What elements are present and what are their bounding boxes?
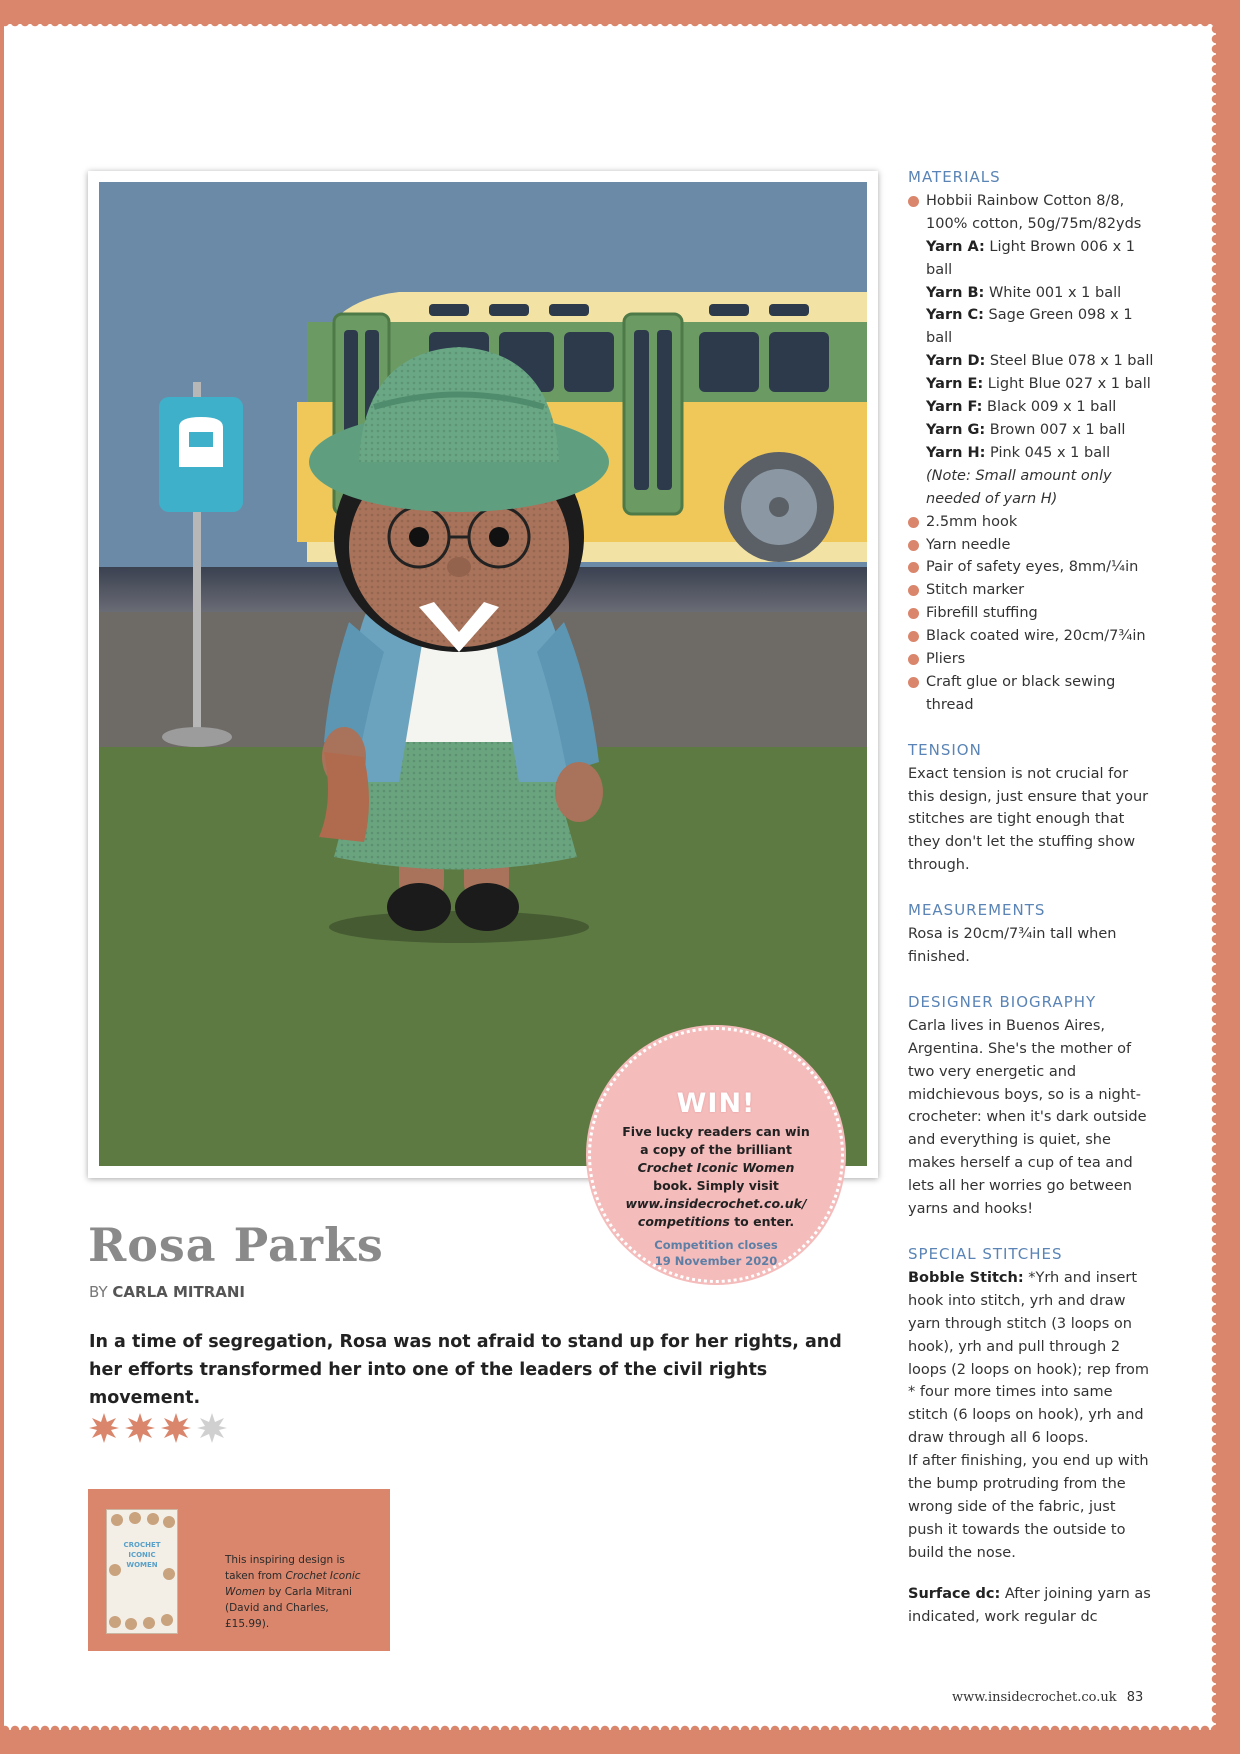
special-stitches-heading: SPECIAL STITCHES xyxy=(908,1244,1063,1263)
competition-url[interactable]: www.insidecrochet.co.uk/ competitions xyxy=(625,1196,807,1229)
biography-heading: DESIGNER BIOGRAPHY xyxy=(908,992,1097,1011)
special-stitches-section xyxy=(908,1243,1154,1629)
yarn-d: Yarn D: Steel Blue 078 x 1 ball xyxy=(926,353,1154,370)
material-item: Stitch marker xyxy=(908,579,1154,602)
flower-star-icon xyxy=(88,1412,120,1444)
material-item: Fibrefill stuffing xyxy=(908,602,1154,625)
surface-dc: Surface dc: After joining yarn as indicated, work regular dc xyxy=(908,1585,1151,1625)
photo-frame xyxy=(88,171,878,1178)
doll-illustration xyxy=(99,182,867,1166)
biography-section xyxy=(908,991,1154,1221)
flower-star-icon xyxy=(160,1412,192,1444)
material-item: Pair of safety eyes, 8mm/¼in xyxy=(908,556,1154,579)
book-promo-box xyxy=(88,1489,390,1651)
material-item: Craft glue or black sewing thread xyxy=(908,671,1154,717)
material-item: Yarn needle xyxy=(908,534,1154,557)
material-item: Pliers xyxy=(908,648,1154,671)
book-cover-title: CROCHET ICONIC WOMEN xyxy=(123,1541,161,1569)
measurements-heading: MEASUREMENTS xyxy=(908,901,1046,920)
article-title: Rosa Parks xyxy=(88,1218,384,1272)
page-border-top xyxy=(0,0,1240,24)
materials-yarn-item: Hobbii Rainbow Cotton 8/8, 100% cotton, 50g/75m/82yds xyxy=(908,190,1154,236)
biography-text: Carla lives in Buenos Aires, Argentina. She's the mother of two very energetic and midchievous boys, so is a night-crocheter: when it's dark outside and everything is quiet, she makes herself a cup of tea and lets all her worries go between yarns and hooks! xyxy=(908,1017,1147,1218)
bullet-dot-icon xyxy=(908,196,919,207)
yarn-f: Yarn F: Black 009 x 1 ball xyxy=(926,399,1117,416)
yarn-g: Yarn G: Brown 007 x 1 ball xyxy=(926,421,1126,438)
author-name: CARLA MITRANI xyxy=(112,1283,246,1301)
page-border-right xyxy=(1216,0,1240,1754)
bobble-stitch-extra: If after finishing, you end up with the bump protruding from the wrong side of the fabric, just push it towards the outside to build the nose. xyxy=(908,1453,1149,1561)
yarn-c: Yarn C: Sage Green 098 x 1 ball xyxy=(926,307,1133,347)
difficulty-rating xyxy=(88,1412,228,1444)
yarn-b: Yarn B: White 001 x 1 ball xyxy=(926,284,1122,301)
yarn-note: (Note: Small amount only needed of yarn H) xyxy=(926,467,1112,507)
book-cover-art xyxy=(107,1510,177,1633)
sidebar xyxy=(908,166,1154,1650)
bullet-dot-icon xyxy=(908,608,919,619)
book-cover xyxy=(106,1509,178,1634)
measurements-text: Rosa is 20cm/7¾in tall when finished. xyxy=(908,926,1117,965)
intro-paragraph: In a time of segregation, Rosa was not afraid to stand up for her rights, and her efforts transformed her into one of the leaders of the civil rights movement. xyxy=(89,1332,842,1408)
competition-closes: Competition closes 19 November 2020 xyxy=(654,1238,778,1268)
flower-star-icon xyxy=(124,1412,156,1444)
bullet-dot-icon xyxy=(908,540,919,551)
win-body: Five lucky readers can win a copy of the brilliant Crochet Iconic Women book. Simply visit www.insidecrochet.co.uk/ competitions to enter. xyxy=(622,1124,810,1229)
tension-text: Exact tension is not crucial for this design, just ensure that your stitches are tight enough that they don't let the stuffing show through. xyxy=(908,765,1149,874)
bullet-dot-icon xyxy=(908,585,919,596)
byline: BY CARLA MITRANI xyxy=(89,1283,246,1301)
material-item: 2.5mm hook xyxy=(908,511,1154,534)
scallop-edge-right xyxy=(1210,24,1216,1730)
yarn-a: Yarn A: Light Brown 006 x 1 ball xyxy=(926,238,1135,278)
page-number: 83 xyxy=(1126,1690,1144,1705)
bobble-stitch: Bobble Stitch: *Yrh and insert hook into stitch, yrh and draw yarn through stitch (3 loops on hook), yrh and pull through 2 loops (2 loops on hook); rep from * four more times into same stitch (6 loops on hook), yrh and draw through all 6 loops. xyxy=(908,1269,1150,1447)
measurements-section xyxy=(908,899,1154,969)
win-competition-badge xyxy=(588,1027,844,1283)
page-border-left xyxy=(0,0,4,1754)
material-item: Black coated wire, 20cm/7¾in xyxy=(908,625,1154,648)
book-promo-text: This inspiring design is taken from Crochet Iconic Women by Carla Mitrani (David and Charles, £15.99). xyxy=(225,1554,361,1630)
footer-url[interactable]: www.insidecrochet.co.uk xyxy=(952,1690,1117,1705)
bullet-dot-icon xyxy=(908,677,919,688)
win-heading: WIN! xyxy=(676,1088,756,1119)
bullet-dot-icon xyxy=(908,562,919,573)
tension-heading: TENSION xyxy=(908,740,982,759)
materials-heading: MATERIALS xyxy=(908,168,1001,186)
bullet-dot-icon xyxy=(908,654,919,665)
scallop-edge-bottom xyxy=(0,1724,1240,1730)
yarn-e: Yarn E: Light Blue 027 x 1 ball xyxy=(926,376,1151,393)
bullet-dot-icon xyxy=(908,631,919,642)
tension-section xyxy=(908,739,1154,877)
page-border-bottom xyxy=(0,1730,1240,1754)
flower-star-empty-icon xyxy=(196,1412,228,1444)
bullet-dot-icon xyxy=(908,517,919,528)
page-footer xyxy=(952,1690,1143,1705)
scallop-edge-top xyxy=(0,22,1240,28)
doll-photo xyxy=(99,182,867,1166)
yarn-h: Yarn H: Pink 045 x 1 ball xyxy=(926,444,1111,461)
materials-section xyxy=(908,166,1154,717)
